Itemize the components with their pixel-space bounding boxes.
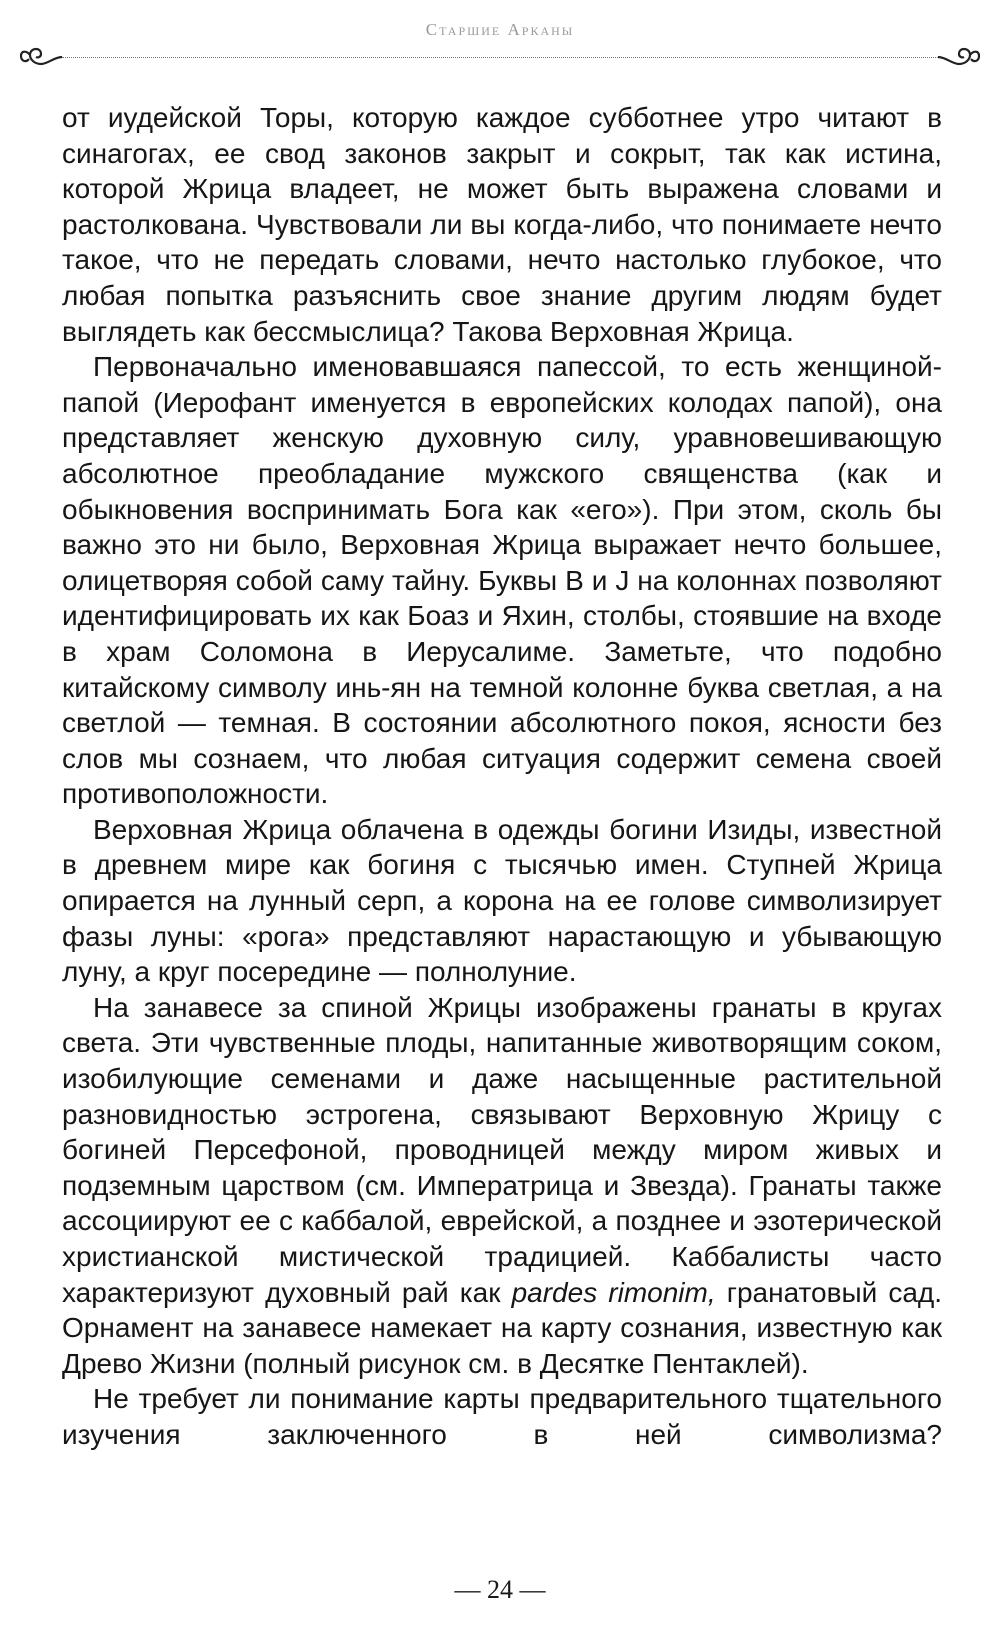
paragraph-4-italic-term: pardes rimonim, bbox=[511, 1276, 716, 1308]
running-header-title: Старшие Арканы bbox=[425, 20, 575, 39]
paragraph-4-text-before: На занавесе за спиной Жрицы изображены гранаты в кругах света. Эти чувственные плоды, напитанные животворящим соком, изобилующие семенами и даже насыщенные растительной разновидностью эстрогена, связывают Верховную Жрицу с богиней Персефоной, проводницей между миром живых и подземным царством (см. Императрица и Звезда). Гранаты также ассоциируют ее с каббалой, еврейской, а позднее и эзотерической христианской мистической традицией. Каббалисты часто характеризуют духовный рай как bbox=[62, 991, 942, 1308]
page-body bbox=[62, 100, 942, 1453]
running-header bbox=[0, 0, 1000, 80]
paragraph-3: Верховная Жрица облачена в одежды богини Изиды, известной в древнем мире как богиня с тысячью имен. Ступней Жрица опирается на лунный серп, а корона на ее голове символизирует фазы луны: «рога» представляют нарастающую и убывающую луну, а круг посередине — полнолуние. bbox=[62, 813, 942, 988]
paragraph-4-text-after: гранатовый сад. Орнамент на занавесе намекает на карту сознания, известную как Древо Жизни (полный рисунок см. в Десятке Пентаклей). bbox=[62, 1276, 943, 1379]
header-rule bbox=[62, 57, 938, 58]
flourish-left-icon bbox=[18, 42, 64, 72]
paragraph-1: от иудейской Торы, которую каждое субботнее утро читают в синагогах, ее свод законов закрыт и сокрыт, так как истина, которой Жрица владеет, не может быть выражена словами и растолкована. Чувствовали ли вы когда-либо, что понимаете нечто такое, что не передать словами, нечто настолько глубокое, что любая попытка разъяснить свое знание другим людям будет выглядеть как бессмыслица? Такова Верховная Жрица. bbox=[62, 102, 942, 347]
flourish-right-icon bbox=[936, 42, 982, 72]
paragraph-4 bbox=[62, 990, 942, 1382]
paragraph-5: Не требует ли понимание карты предварительного тщательного изучения заключенного в ней символизма? bbox=[62, 1383, 942, 1450]
page-number: — 24 — bbox=[454, 1575, 546, 1604]
paragraph-2: Первоначально именовавшаяся папессой, то есть женщиной-папой (Иерофант именуется в европейских колодах папой), она представляет женскую духовную силу, уравновешивающую абсолютное преобладание мужского священства (как и обыкновения воспринимать Бога как «его»). При этом, сколь бы важно это ни было, Верховная Жрица выражает нечто большее, олицетворяя собой саму тайну. Буквы B и J на колоннах позволяют идентифицировать их как Боаз и Яхин, столбы, стоявшие на входе в храм Соломона в Иерусалиме. Заметьте, что подобно китайскому символу инь-ян на темной колонне буква светлая, а на светлой — темная. В состоянии абсолютного покоя, ясности без слов мы сознаем, что любая ситуация содержит семена своей противоположности. bbox=[62, 351, 942, 810]
